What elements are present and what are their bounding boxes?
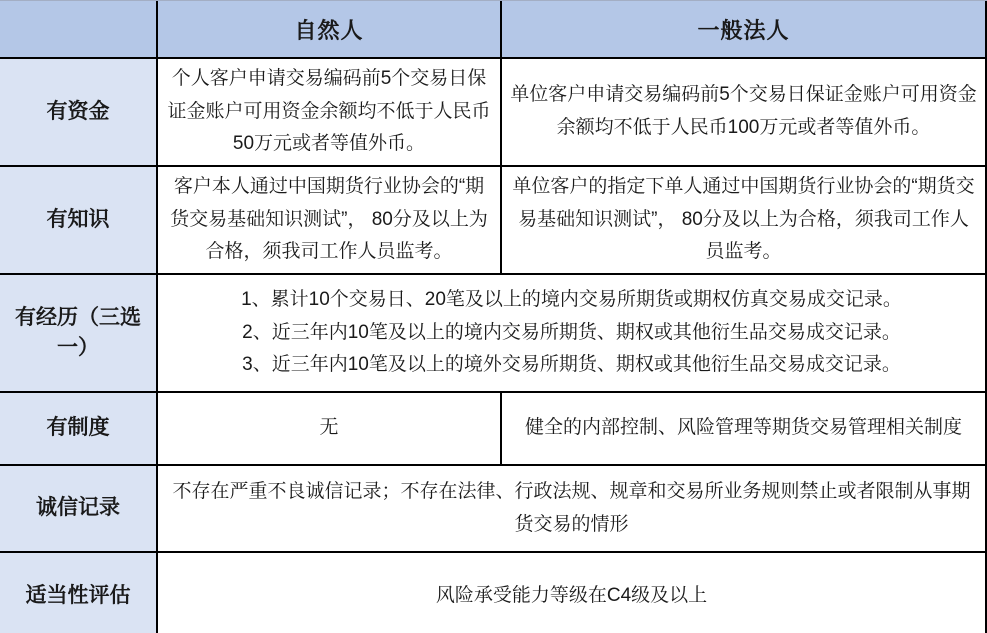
table-row-credit-record [0, 466, 987, 553]
experience-option-3: 3、近三年内10笔及以上的境外交易所期货、期权或其他衍生品交易成交记录。 [242, 354, 901, 376]
funds-legal-cell: 单位客户申请交易编码前5个交易日保证金账户可用资金余额均不低于人民币100万元或者等值外币。 [502, 59, 987, 167]
row-label-funds: 有资金 [0, 59, 158, 167]
experience-option-2: 2、近三年内10笔及以上的境内交易所期货、期权或其他衍生品交易成交记录。 [242, 321, 901, 343]
header-natural-person: 自然人 [158, 1, 502, 59]
header-legal-person: 一般法人 [502, 1, 987, 59]
experience-option-1: 1、累计10个交易日、20笔及以上的境内交易所期货或期权仿真交易成交记录。 [241, 289, 902, 311]
header-blank-cell [0, 1, 158, 59]
knowledge-legal-cell: 单位客户的指定下单人通过中国期货行业协会的“期货交易基础知识测试”， 80分及以上为合格，须我司工作人员监考。 [502, 167, 987, 275]
table-row-suitability [0, 553, 987, 633]
row-label-knowledge: 有知识 [0, 167, 158, 275]
table-row-experience [0, 275, 987, 393]
table-row-system [0, 393, 987, 466]
suitability-merged-cell: 风险承受能力等级在C4级及以上 [158, 553, 987, 633]
system-natural-cell: 无 [158, 393, 502, 466]
knowledge-natural-cell: 客户本人通过中国期货行业协会的“期货交易基础知识测试”， 80分及以上为合格，须我司工作人员监考。 [158, 167, 502, 275]
table-row-funds [0, 59, 987, 167]
credit-record-merged-cell: 不存在严重不良诚信记录；不存在法律、行政法规、规章和交易所业务规则禁止或者限制从事期货交易的情形 [158, 466, 987, 553]
row-label-credit-record: 诚信记录 [0, 466, 158, 553]
system-legal-cell: 健全的内部控制、风险管理等期货交易管理相关制度 [502, 393, 987, 466]
funds-natural-cell: 个人客户申请交易编码前5个交易日保证金账户可用资金余额均不低于人民币50万元或者等值外币。 [158, 59, 502, 167]
table-row-knowledge [0, 167, 987, 275]
row-label-suitability: 适当性评估 [0, 553, 158, 633]
row-label-system: 有制度 [0, 393, 158, 466]
row-label-experience: 有经历（三选一） [0, 275, 158, 393]
header-row [0, 1, 987, 59]
experience-merged-cell [158, 275, 987, 393]
